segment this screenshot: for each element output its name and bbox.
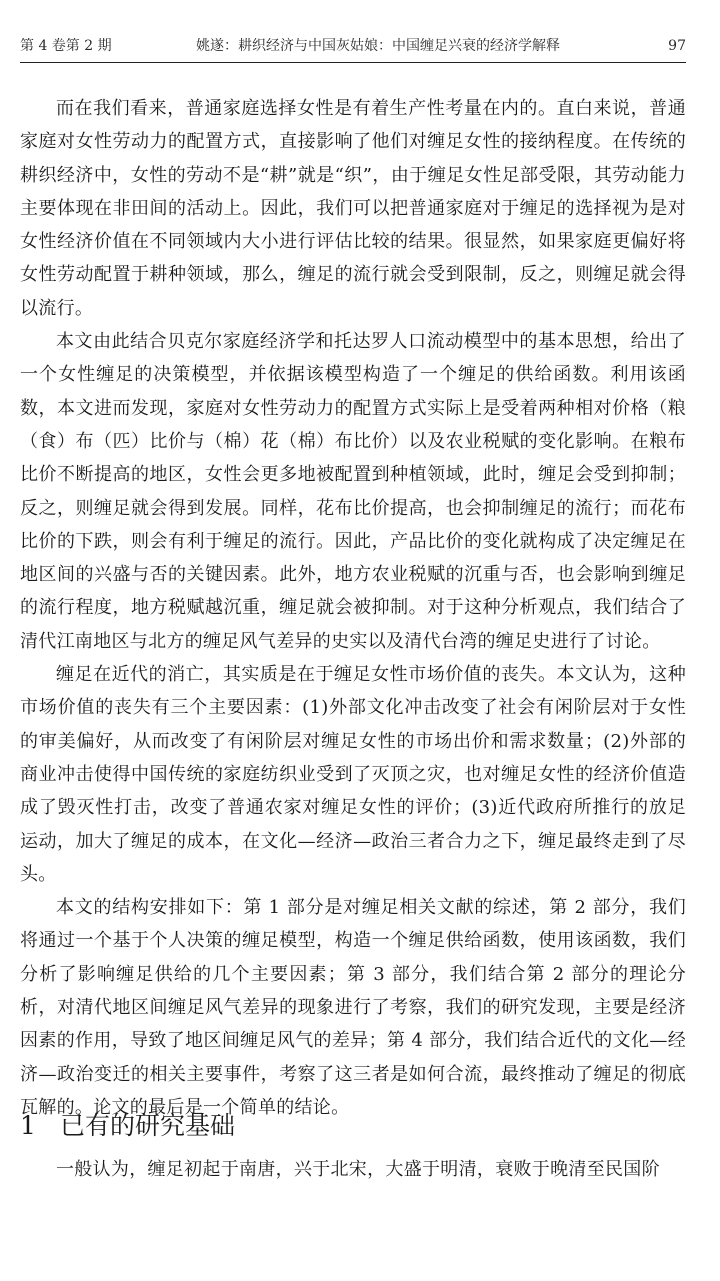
running-header [20, 36, 686, 63]
body-text [20, 92, 686, 1124]
section-first-paragraph: 一般认为，缠足初起于南唐，兴于北宋，大盛于明清，衰败于晚清至民国阶 [56, 1159, 660, 1180]
paragraph-3: 缠足在近代的消亡，其实质是在于缠足女性市场价值的丧失。本文认为，这种市场价值的丧失有三个主要因素：(1)外部文化冲击改变了社会有闲阶层对于女性的审美偏好，从而改变了有闲阶层对缠足女性的市场出价和需求数量；(2)外部的商业冲击使得中国传统的家庭纺织业受到了灭顶之灾，也对缠足女性的经济价值造成了毁灭性打击，改变了普通农家对缠足女性的评价；(3)近代政府所推行的放足运动，加大了缠足的成本，在文化—经济—政治三者合力之下，缠足最终走到了尽头。 [20, 664, 686, 885]
section-title: 已有的研究基础 [60, 1111, 236, 1140]
section-number: 1 [20, 1111, 36, 1140]
paragraph-1: 而在我们看来，普通家庭选择女性是有着生产性考量在内的。直白来说，普通家庭对女性劳动力的配置方式，直接影响了他们对缠足女性的接纳程度。在传统的耕织经济中，女性的劳动不是“耕”就是“织”，由于缠足女性足部受限，其劳动能力主要体现在非田间的活动上。因此，我们可以把普通家庭对于缠足的选择视为是对女性经济价值在不同领域内大小进行评估比较的结果。很显然，如果家庭更偏好将女性劳动配置于耕种领域，那么，缠足的流行就会受到限制，反之，则缠足就会得以流行。 [20, 98, 686, 319]
article-running-title: 姚遂：耕织经济与中国灰姑娘：中国缠足兴衰的经济学解释 [196, 38, 560, 54]
paragraph-2: 本文由此结合贝克尔家庭经济学和托达罗人口流动模型中的基本思想，给出了一个女性缠足的决策模型，并依据该模型构造了一个缠足的供给函数。利用该函数，本文进而发现，家庭对女性劳动力的配置方式实际上是受着两种相对价格（粮（食）布（匹）比价与（棉）花（棉）布比价）以及农业税赋的变化影响。在粮布比价不断提高的地区，女性会更多地被配置到种植领域，此时，缠足会受到抑制；反之，则缠足就会得到发展。同样，花布比价提高，也会抑制缠足的流行；而花布比价的下跌，则会有利于缠足的流行。因此，产品比价的变化就构成了决定缠足在地区间的兴盛与否的关键因素。此外，地方农业税赋的沉重与否，也会影响到缠足的流行程度，地方税赋越沉重，缠足就会被抑制。对于这种分析观点，我们结合了清代江南地区与北方的缠足风气差异的史实以及清代台湾的缠足史进行了讨论。 [20, 331, 686, 652]
page-number: 97 [668, 38, 686, 54]
section-heading [20, 1108, 235, 1144]
section-body [20, 1153, 686, 1186]
journal-issue: 第 4 卷第 2 期 [20, 38, 112, 54]
paragraph-4: 本文的结构安排如下：第 1 部分是对缠足相关文献的综述，第 2 部分，我们将通过一个基于个人决策的缠足模型，构造一个缠足供给函数，使用该函数，我们分析了影响缠足供给的几个主要因素；第 3 部分，我们结合第 2 部分的理论分析，对清代地区间缠足风气差异的现象进行了考察，我们的研究发现，主要是经济因素的作用，导致了地区间缠足风气的差异；第 4 部分，我们结合近代的文化—经济—政治变迁的相关主要事件，考察了这三者是如何合流，最终推动了缠足的彻底瓦解的。论文的最后是一个简单的结论。 [20, 897, 686, 1118]
